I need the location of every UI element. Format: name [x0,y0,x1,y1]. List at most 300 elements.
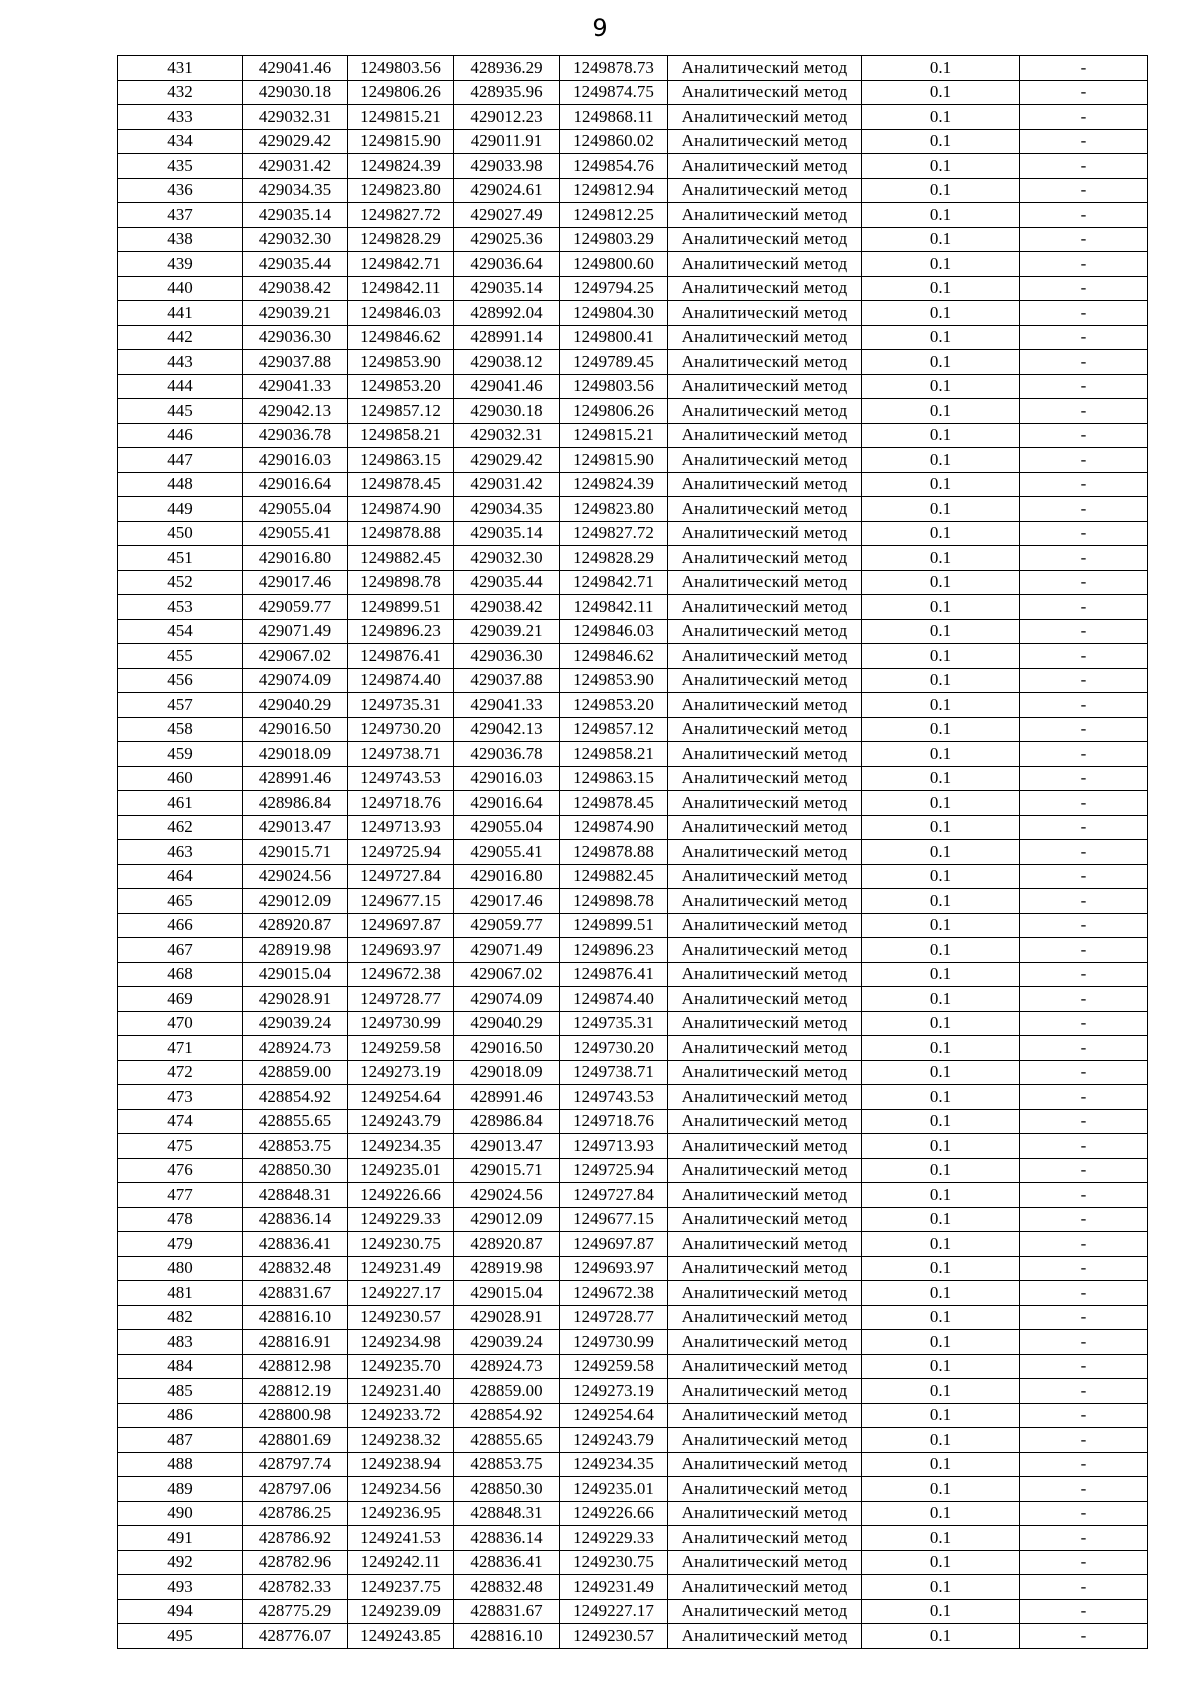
prev-x-cell: 429071.49 [454,938,560,963]
y-coordinate-cell: 1249730.99 [348,1011,454,1036]
x-coordinate-cell: 428786.25 [243,1501,348,1526]
prev-y-cell: 1249672.38 [560,1281,668,1306]
prev-y-cell: 1249728.77 [560,1305,668,1330]
accuracy-cell: 0.1 [862,1599,1020,1624]
prev-y-cell: 1249234.35 [560,1452,668,1477]
prev-y-cell: 1249842.71 [560,570,668,595]
note-cell: - [1020,815,1148,840]
prev-y-cell: 1249804.30 [560,301,668,326]
prev-x-cell: 429041.46 [454,374,560,399]
prev-x-cell: 428850.30 [454,1477,560,1502]
table-row [118,1624,1148,1649]
x-coordinate-cell: 429032.30 [243,227,348,252]
method-cell: Аналитический метод [668,1624,862,1649]
accuracy-cell: 0.1 [862,962,1020,987]
prev-x-cell: 429032.30 [454,546,560,571]
prev-x-cell: 428832.48 [454,1575,560,1600]
method-cell: Аналитический метод [668,374,862,399]
point-number-cell: 458 [118,717,243,742]
accuracy-cell: 0.1 [862,1428,1020,1453]
prev-x-cell: 429017.46 [454,889,560,914]
accuracy-cell: 0.1 [862,1036,1020,1061]
y-coordinate-cell: 1249235.70 [348,1354,454,1379]
prev-x-cell: 429012.09 [454,1207,560,1232]
y-coordinate-cell: 1249713.93 [348,815,454,840]
point-number-cell: 462 [118,815,243,840]
y-coordinate-cell: 1249259.58 [348,1036,454,1061]
table-row [118,203,1148,228]
prev-y-cell: 1249876.41 [560,962,668,987]
y-coordinate-cell: 1249815.90 [348,129,454,154]
x-coordinate-cell: 429074.09 [243,668,348,693]
prev-y-cell: 1249229.33 [560,1526,668,1551]
x-coordinate-cell: 429040.29 [243,693,348,718]
method-cell: Аналитический метод [668,448,862,473]
note-cell: - [1020,1011,1148,1036]
point-number-cell: 436 [118,178,243,203]
prev-y-cell: 1249896.23 [560,938,668,963]
note-cell: - [1020,1379,1148,1404]
prev-x-cell: 428986.84 [454,1109,560,1134]
method-cell: Аналитический метод [668,570,862,595]
accuracy-cell: 0.1 [862,1624,1020,1649]
prev-x-cell: 429036.64 [454,252,560,277]
accuracy-cell: 0.1 [862,80,1020,105]
prev-x-cell: 428831.67 [454,1599,560,1624]
note-cell: - [1020,301,1148,326]
prev-x-cell: 429011.91 [454,129,560,154]
table-row [118,1379,1148,1404]
accuracy-cell: 0.1 [862,227,1020,252]
point-number-cell: 445 [118,399,243,424]
x-coordinate-cell: 429067.02 [243,644,348,669]
prev-y-cell: 1249868.11 [560,105,668,130]
prev-y-cell: 1249846.62 [560,644,668,669]
y-coordinate-cell: 1249824.39 [348,154,454,179]
accuracy-cell: 0.1 [862,1256,1020,1281]
point-number-cell: 479 [118,1232,243,1257]
y-coordinate-cell: 1249842.71 [348,252,454,277]
accuracy-cell: 0.1 [862,1477,1020,1502]
table-row [118,1011,1148,1036]
method-cell: Аналитический метод [668,105,862,130]
point-number-cell: 468 [118,962,243,987]
point-number-cell: 455 [118,644,243,669]
point-number-cell: 431 [118,56,243,81]
y-coordinate-cell: 1249229.33 [348,1207,454,1232]
point-number-cell: 449 [118,497,243,522]
accuracy-cell: 0.1 [862,717,1020,742]
point-number-cell: 456 [118,668,243,693]
prev-y-cell: 1249231.49 [560,1575,668,1600]
method-cell: Аналитический метод [668,252,862,277]
y-coordinate-cell: 1249243.85 [348,1624,454,1649]
note-cell: - [1020,521,1148,546]
method-cell: Аналитический метод [668,1109,862,1134]
x-coordinate-cell: 428797.06 [243,1477,348,1502]
point-number-cell: 475 [118,1134,243,1159]
note-cell: - [1020,178,1148,203]
x-coordinate-cell: 429039.24 [243,1011,348,1036]
prev-y-cell: 1249878.73 [560,56,668,81]
table-row [118,962,1148,987]
y-coordinate-cell: 1249234.98 [348,1330,454,1355]
prev-x-cell: 429035.14 [454,521,560,546]
x-coordinate-cell: 428816.10 [243,1305,348,1330]
accuracy-cell: 0.1 [862,1232,1020,1257]
point-number-cell: 472 [118,1060,243,1085]
prev-y-cell: 1249800.41 [560,325,668,350]
accuracy-cell: 0.1 [862,1575,1020,1600]
point-number-cell: 432 [118,80,243,105]
method-cell: Аналитический метод [668,1158,862,1183]
method-cell: Аналитический метод [668,619,862,644]
method-cell: Аналитический метод [668,56,862,81]
prev-y-cell: 1249863.15 [560,766,668,791]
table-row [118,1526,1148,1551]
note-cell: - [1020,497,1148,522]
table-row [118,1452,1148,1477]
method-cell: Аналитический метод [668,1403,862,1428]
note-cell: - [1020,129,1148,154]
prev-y-cell: 1249789.45 [560,350,668,375]
accuracy-cell: 0.1 [862,766,1020,791]
point-number-cell: 439 [118,252,243,277]
note-cell: - [1020,693,1148,718]
accuracy-cell: 0.1 [862,644,1020,669]
method-cell: Аналитический метод [668,1330,862,1355]
y-coordinate-cell: 1249898.78 [348,570,454,595]
note-cell: - [1020,80,1148,105]
x-coordinate-cell: 428853.75 [243,1134,348,1159]
x-coordinate-cell: 428836.41 [243,1232,348,1257]
prev-x-cell: 429032.31 [454,423,560,448]
accuracy-cell: 0.1 [862,1134,1020,1159]
point-number-cell: 490 [118,1501,243,1526]
prev-x-cell: 428935.96 [454,80,560,105]
method-cell: Аналитический метод [668,1550,862,1575]
table-row [118,619,1148,644]
prev-y-cell: 1249899.51 [560,913,668,938]
point-number-cell: 489 [118,1477,243,1502]
accuracy-cell: 0.1 [862,1305,1020,1330]
x-coordinate-cell: 428855.65 [243,1109,348,1134]
note-cell: - [1020,374,1148,399]
accuracy-cell: 0.1 [862,203,1020,228]
prev-x-cell: 428992.04 [454,301,560,326]
prev-x-cell: 429041.33 [454,693,560,718]
accuracy-cell: 0.1 [862,1085,1020,1110]
point-number-cell: 451 [118,546,243,571]
prev-x-cell: 429029.42 [454,448,560,473]
x-coordinate-cell: 429039.21 [243,301,348,326]
method-cell: Аналитический метод [668,864,862,889]
table-row [118,913,1148,938]
method-cell: Аналитический метод [668,987,862,1012]
method-cell: Аналитический метод [668,154,862,179]
method-cell: Аналитический метод [668,766,862,791]
y-coordinate-cell: 1249227.17 [348,1281,454,1306]
y-coordinate-cell: 1249827.72 [348,203,454,228]
prev-x-cell: 429015.04 [454,1281,560,1306]
method-cell: Аналитический метод [668,129,862,154]
note-cell: - [1020,1281,1148,1306]
x-coordinate-cell: 428831.67 [243,1281,348,1306]
note-cell: - [1020,1477,1148,1502]
point-number-cell: 453 [118,595,243,620]
y-coordinate-cell: 1249230.57 [348,1305,454,1330]
x-coordinate-cell: 429034.35 [243,178,348,203]
method-cell: Аналитический метод [668,80,862,105]
prev-y-cell: 1249815.21 [560,423,668,448]
prev-x-cell: 429035.14 [454,276,560,301]
x-coordinate-cell: 429036.30 [243,325,348,350]
method-cell: Аналитический метод [668,1232,862,1257]
table-row [118,840,1148,865]
x-coordinate-cell: 428812.98 [243,1354,348,1379]
x-coordinate-cell: 429013.47 [243,815,348,840]
method-cell: Аналитический метод [668,742,862,767]
table-row [118,399,1148,424]
accuracy-cell: 0.1 [862,154,1020,179]
method-cell: Аналитический метод [668,1501,862,1526]
method-cell: Аналитический метод [668,1060,862,1085]
x-coordinate-cell: 429071.49 [243,619,348,644]
note-cell: - [1020,1183,1148,1208]
prev-x-cell: 429037.88 [454,668,560,693]
y-coordinate-cell: 1249878.45 [348,472,454,497]
prev-y-cell: 1249693.97 [560,1256,668,1281]
note-cell: - [1020,1109,1148,1134]
note-cell: - [1020,1256,1148,1281]
note-cell: - [1020,423,1148,448]
point-number-cell: 488 [118,1452,243,1477]
y-coordinate-cell: 1249743.53 [348,766,454,791]
prev-y-cell: 1249727.84 [560,1183,668,1208]
point-number-cell: 495 [118,1624,243,1649]
accuracy-cell: 0.1 [862,350,1020,375]
note-cell: - [1020,1599,1148,1624]
note-cell: - [1020,350,1148,375]
x-coordinate-cell: 429012.09 [243,889,348,914]
prev-y-cell: 1249259.58 [560,1354,668,1379]
prev-x-cell: 429059.77 [454,913,560,938]
coordinates-table [117,55,1148,1649]
prev-x-cell: 428854.92 [454,1403,560,1428]
prev-y-cell: 1249878.88 [560,840,668,865]
prev-x-cell: 428936.29 [454,56,560,81]
table-row [118,546,1148,571]
point-number-cell: 450 [118,521,243,546]
table-row [118,570,1148,595]
prev-x-cell: 428836.41 [454,1550,560,1575]
y-coordinate-cell: 1249233.72 [348,1403,454,1428]
table-row [118,56,1148,81]
method-cell: Аналитический метод [668,1011,862,1036]
x-coordinate-cell: 429015.04 [243,962,348,987]
accuracy-cell: 0.1 [862,913,1020,938]
prev-y-cell: 1249803.56 [560,374,668,399]
note-cell: - [1020,1501,1148,1526]
method-cell: Аналитический метод [668,1354,862,1379]
method-cell: Аналитический метод [668,399,862,424]
prev-x-cell: 429042.13 [454,717,560,742]
x-coordinate-cell: 428797.74 [243,1452,348,1477]
point-number-cell: 473 [118,1085,243,1110]
table-row [118,374,1148,399]
prev-y-cell: 1249235.01 [560,1477,668,1502]
prev-x-cell: 429038.42 [454,595,560,620]
prev-y-cell: 1249874.75 [560,80,668,105]
x-coordinate-cell: 429032.31 [243,105,348,130]
table-row [118,1158,1148,1183]
method-cell: Аналитический метод [668,815,862,840]
y-coordinate-cell: 1249876.41 [348,644,454,669]
y-coordinate-cell: 1249858.21 [348,423,454,448]
x-coordinate-cell: 429017.46 [243,570,348,595]
y-coordinate-cell: 1249738.71 [348,742,454,767]
x-coordinate-cell: 428816.91 [243,1330,348,1355]
method-cell: Аналитический метод [668,1207,862,1232]
note-cell: - [1020,962,1148,987]
point-number-cell: 464 [118,864,243,889]
prev-x-cell: 428859.00 [454,1379,560,1404]
note-cell: - [1020,1428,1148,1453]
table-row [118,472,1148,497]
prev-y-cell: 1249735.31 [560,1011,668,1036]
accuracy-cell: 0.1 [862,791,1020,816]
note-cell: - [1020,1354,1148,1379]
accuracy-cell: 0.1 [862,1183,1020,1208]
prev-y-cell: 1249227.17 [560,1599,668,1624]
y-coordinate-cell: 1249242.11 [348,1550,454,1575]
prev-x-cell: 429036.30 [454,644,560,669]
point-number-cell: 471 [118,1036,243,1061]
point-number-cell: 476 [118,1158,243,1183]
prev-y-cell: 1249853.20 [560,693,668,718]
prev-x-cell: 429033.98 [454,154,560,179]
prev-y-cell: 1249812.25 [560,203,668,228]
point-number-cell: 484 [118,1354,243,1379]
y-coordinate-cell: 1249730.20 [348,717,454,742]
method-cell: Аналитический метод [668,791,862,816]
point-number-cell: 482 [118,1305,243,1330]
point-number-cell: 478 [118,1207,243,1232]
note-cell: - [1020,399,1148,424]
x-coordinate-cell: 428991.46 [243,766,348,791]
y-coordinate-cell: 1249677.15 [348,889,454,914]
table-row [118,350,1148,375]
method-cell: Аналитический метод [668,1281,862,1306]
note-cell: - [1020,1036,1148,1061]
prev-y-cell: 1249874.40 [560,987,668,1012]
accuracy-cell: 0.1 [862,1207,1020,1232]
y-coordinate-cell: 1249896.23 [348,619,454,644]
x-coordinate-cell: 429029.42 [243,129,348,154]
y-coordinate-cell: 1249846.62 [348,325,454,350]
prev-x-cell: 428991.14 [454,325,560,350]
accuracy-cell: 0.1 [862,1354,1020,1379]
x-coordinate-cell: 429059.77 [243,595,348,620]
prev-x-cell: 428816.10 [454,1624,560,1649]
method-cell: Аналитический метод [668,1305,862,1330]
note-cell: - [1020,595,1148,620]
accuracy-cell: 0.1 [862,570,1020,595]
prev-y-cell: 1249718.76 [560,1109,668,1134]
x-coordinate-cell: 428812.19 [243,1379,348,1404]
table-row [118,1109,1148,1134]
x-coordinate-cell: 428832.48 [243,1256,348,1281]
note-cell: - [1020,1452,1148,1477]
method-cell: Аналитический метод [668,178,862,203]
table-row [118,1232,1148,1257]
point-number-cell: 494 [118,1599,243,1624]
point-number-cell: 437 [118,203,243,228]
method-cell: Аналитический метод [668,472,862,497]
y-coordinate-cell: 1249234.35 [348,1134,454,1159]
prev-x-cell: 428848.31 [454,1501,560,1526]
prev-x-cell: 429055.04 [454,815,560,840]
method-cell: Аналитический метод [668,889,862,914]
y-coordinate-cell: 1249874.90 [348,497,454,522]
accuracy-cell: 0.1 [862,595,1020,620]
table-row [118,1354,1148,1379]
accuracy-cell: 0.1 [862,987,1020,1012]
x-coordinate-cell: 428924.73 [243,1036,348,1061]
prev-x-cell: 429028.91 [454,1305,560,1330]
method-cell: Аналитический метод [668,1428,862,1453]
prev-x-cell: 429039.24 [454,1330,560,1355]
method-cell: Аналитический метод [668,325,862,350]
prev-y-cell: 1249824.39 [560,472,668,497]
prev-x-cell: 429038.12 [454,350,560,375]
point-number-cell: 491 [118,1526,243,1551]
x-coordinate-cell: 429038.42 [243,276,348,301]
x-coordinate-cell: 428782.96 [243,1550,348,1575]
y-coordinate-cell: 1249735.31 [348,693,454,718]
prev-x-cell: 429013.47 [454,1134,560,1159]
note-cell: - [1020,913,1148,938]
prev-x-cell: 429016.80 [454,864,560,889]
prev-y-cell: 1249812.94 [560,178,668,203]
table-row [118,423,1148,448]
prev-y-cell: 1249697.87 [560,1232,668,1257]
point-number-cell: 466 [118,913,243,938]
note-cell: - [1020,1575,1148,1600]
point-number-cell: 470 [118,1011,243,1036]
x-coordinate-cell: 429024.56 [243,864,348,889]
method-cell: Аналитический метод [668,595,862,620]
x-coordinate-cell: 429018.09 [243,742,348,767]
table-row [118,1085,1148,1110]
prev-x-cell: 428853.75 [454,1452,560,1477]
method-cell: Аналитический метод [668,644,862,669]
y-coordinate-cell: 1249241.53 [348,1526,454,1551]
y-coordinate-cell: 1249235.01 [348,1158,454,1183]
note-cell: - [1020,1158,1148,1183]
x-coordinate-cell: 428836.14 [243,1207,348,1232]
accuracy-cell: 0.1 [862,448,1020,473]
x-coordinate-cell: 429015.71 [243,840,348,865]
accuracy-cell: 0.1 [862,742,1020,767]
accuracy-cell: 0.1 [862,1526,1020,1551]
prev-x-cell: 429035.44 [454,570,560,595]
prev-y-cell: 1249846.03 [560,619,668,644]
x-coordinate-cell: 429055.04 [243,497,348,522]
x-coordinate-cell: 428775.29 [243,1599,348,1624]
method-cell: Аналитический метод [668,668,862,693]
note-cell: - [1020,105,1148,130]
